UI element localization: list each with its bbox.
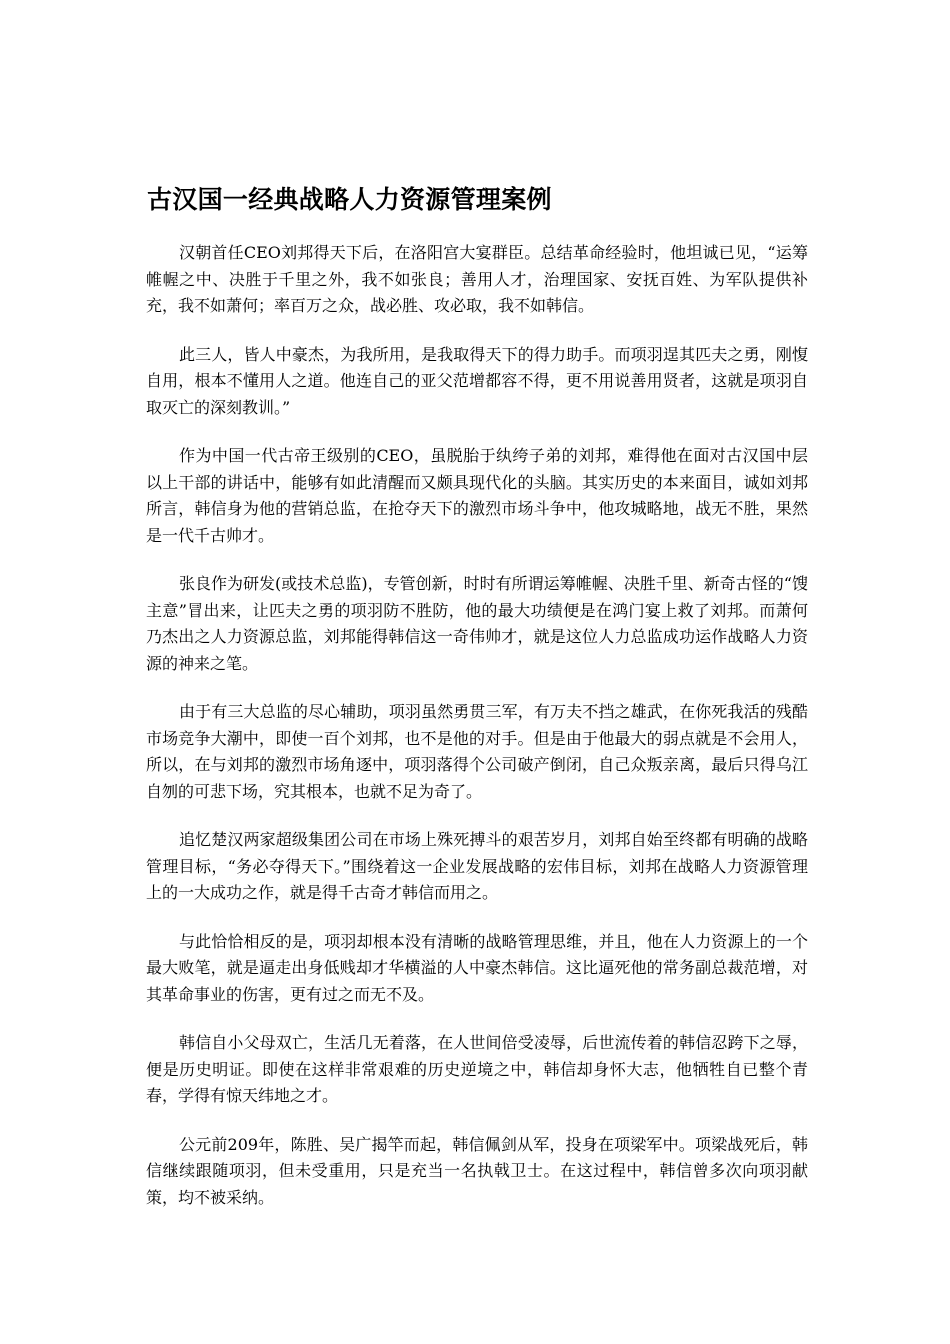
paragraph-5: 由于有三大总监的尽心辅助，项羽虽然勇贯三军，有万夫不挡之雄武，在你死我活的残酷市场竞争大潮中，即使一百个刘邦，也不是他的对手。但是由于他最大的弱点就是不会用人，所以，在与刘邦的激烈市场角逐中，项羽落得个公司破产倒闭，自己众叛亲离，最后只得乌江自刎的可悲下场，究其根本，也就不足为奇了。	[146, 702, 808, 801]
document-body	[146, 240, 808, 1233]
paragraph-9: 公元前209年，陈胜、吴广揭竿而起，韩信佩剑从军，投身在项梁军中。项梁战死后，韩信继续跟随项羽，但未受重用，只是充当一名执戟卫士。在这过程中，韩信曾多次向项羽献策，均不被采纳。	[146, 1134, 808, 1207]
paragraph-3: 作为中国一代古帝王级别的CEO，虽脱胎于纨绔子弟的刘邦，难得他在面对古汉国中层以上干部的讲话中，能够有如此清醒而又颇具现代化的头脑。其实历史的本来面目，诚如刘邦所言，韩信身为他的营销总监，在抢夺天下的激烈市场斗争中，他攻城略地，战无不胜，果然是一代千古帅才。	[146, 446, 808, 545]
paragraph-6: 追忆楚汉两家超级集团公司在市场上殊死搏斗的艰苦岁月，刘邦自始至终都有明确的战略管理目标，“务必夺得天下。”围绕着这一企业发展战略的宏伟目标，刘邦在战略人力资源管理上的一大成功之作，就是得千古奇才韩信而用之。	[146, 830, 808, 902]
paragraph-1: 汉朝首任CEO刘邦得天下后，在洛阳宫大宴群臣。总结革命经验时，他坦诚已见，“运筹帷幄之中、决胜于千里之外，我不如张良；善用人才，治理国家、安抚百姓、为军队提供补充，我不如萧何；率百万之众，战必胜、攻必取，我不如韩信。	[146, 243, 808, 315]
paragraph-4: 张良作为研发(或技术总监)，专管创新，时时有所谓运筹帷幄、决胜千里、新奇古怪的“馊主意”冒出来，让匹夫之勇的项羽防不胜防，他的最大功绩便是在鸿门宴上救了刘邦。而萧何乃杰出之人力资源总监，刘邦能得韩信这一奇伟帅才，就是这位人力总监成功运作战略人力资源的神来之笔。	[146, 574, 808, 673]
paragraph-8: 韩信自小父母双亡，生活几无着落，在人世间倍受凌辱，后世流传着的韩信忍跨下之辱，便是历史明证。即使在这样非常艰难的历史逆境之中，韩信却身怀大志，他牺牲自已整个青春，学得有惊天纬地之才。	[146, 1033, 808, 1105]
document-title: 古汉国一经典战略人力资源管理案例	[147, 185, 552, 214]
paragraph-2: 此三人，皆人中豪杰，为我所用，是我取得天下的得力助手。而项羽逞其匹夫之勇，刚愎自用，根本不懂用人之道。他连自己的亚父范增都容不得，更不用说善用贤者，这就是项羽自取灭亡的深刻教训。”	[146, 344, 808, 417]
paragraph-7: 与此恰恰相反的是，项羽却根本没有清晰的战略管理思维，并且，他在人力资源上的一个最大败笔，就是逼走出身低贱却才华横溢的人中豪杰韩信。这比逼死他的常务副总裁范增，对其革命事业的伤害，更有过之而无不及。	[146, 931, 808, 1004]
